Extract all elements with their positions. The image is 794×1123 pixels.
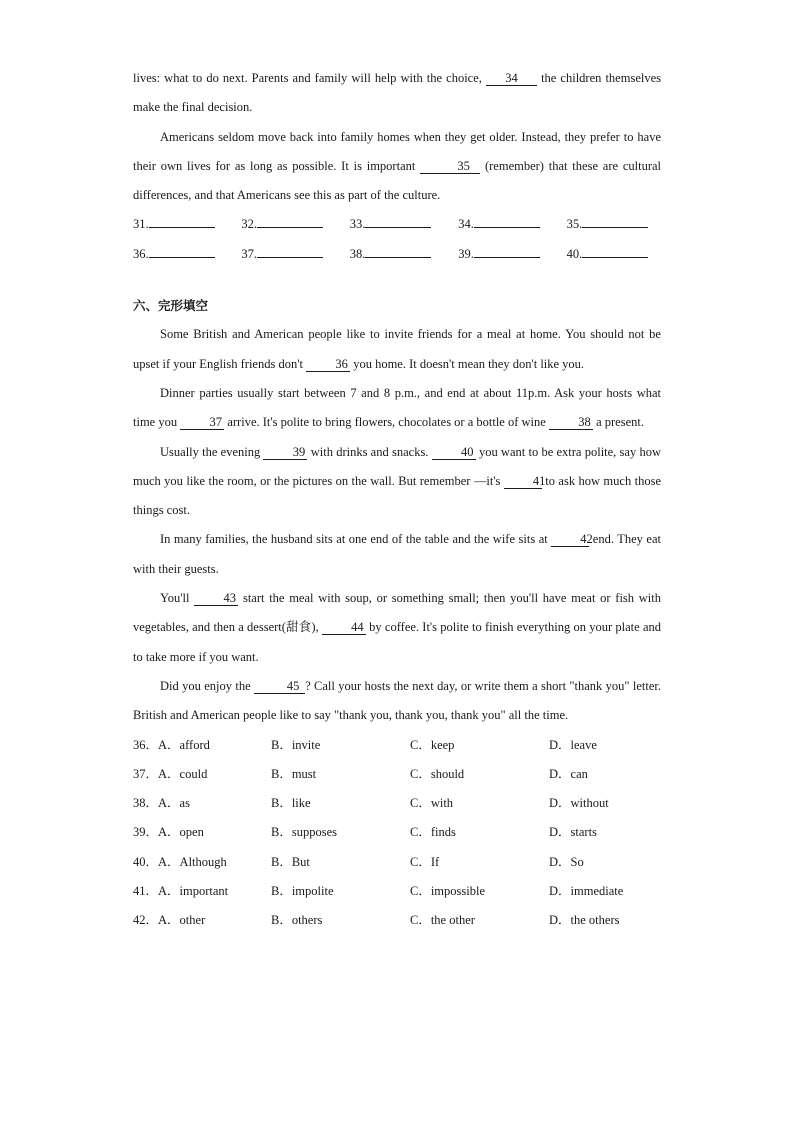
cloze-paragraph: In many families, the husband sits at one end of the table and the wife sits at 42 end. They eat with their guests. [133,532,661,576]
answer-slot: 31. [133,210,227,239]
document-page [133,64,661,936]
blank-45: 45 [254,679,305,694]
text: (remember) that these are cultural differences, and that Americans see this as part of the culture. [133,158,662,203]
answer-slot: 38. [350,240,444,269]
option-d[interactable]: D．can [549,766,588,781]
blank-37: 37 [180,415,224,430]
cloze-paragraph: Dinner parties usually start between 7 and 8 p.m., and end at about 11p.m. Ask your hosts what time you 37 arrive. It's polite to bring flowers, chocolates or a bottle of wine 38 a present. [133,385,661,430]
answer-slot: 36. [133,240,227,269]
passage-paragraph [133,64,661,123]
passage-paragraph [133,123,661,211]
text: the children themselves make the final decision. [133,71,662,115]
option-a[interactable]: A．could [158,766,208,781]
option-c[interactable]: C．impossible [410,884,486,899]
text: lives: what to do next. Parents and family will help with the choice, [133,71,482,85]
answer-slot: 37. [241,240,335,269]
section-title: 六、完形填空 [133,298,209,314]
option-c[interactable]: C．the other [410,913,475,928]
answer-grid [133,210,661,269]
option-b[interactable]: B．impolite [271,884,334,899]
option-c[interactable]: C．with [410,796,454,811]
blank-44: 44 [322,620,366,635]
answer-slot: 35. [567,210,661,239]
question-row: 39．A．open B．supposes C．finds D．starts [133,818,661,847]
option-a[interactable]: A．afford [158,737,210,752]
option-a[interactable]: A．important [158,884,229,899]
option-d[interactable]: D．leave [549,737,597,752]
question-row: 36．A．afford B．invite C．keep D．leave [133,731,661,760]
option-c[interactable]: C．keep [410,737,455,752]
option-d[interactable]: D．immediate [549,884,624,899]
option-b[interactable]: B．others [271,913,323,928]
blank-34: 34 [486,71,537,86]
option-a[interactable]: A．as [158,796,190,811]
question-list [133,731,661,936]
cloze-paragraph: Usually the evening 39 with drinks and snacks. 40 you want to be extra polite, say how much you like the room, or the pictures on the wall. But remember —it's 41 to ask how much those things cost. [133,444,661,518]
answer-slot: 34. [458,210,552,239]
option-b[interactable]: B．must [271,766,317,781]
question-row: 37．A．could B．must C．should D．can [133,760,661,789]
option-c[interactable]: C．should [410,766,465,781]
option-a[interactable]: A．open [158,825,204,840]
option-c[interactable]: C．If [410,854,440,869]
cloze-paragraph: Some British and American people like to invite friends for a meal at home. You should not be upset if your English friends don't 36 you home. It doesn't mean they don't like you. [133,327,661,371]
option-a[interactable]: A．other [158,913,206,928]
answer-slot: 33. [350,210,444,239]
blank-40: 40 [432,445,476,460]
option-b[interactable]: B．invite [271,737,321,752]
blank-35: 35 [420,159,480,174]
option-b[interactable]: B．But [271,854,310,869]
option-d[interactable]: D．the others [549,913,620,928]
blank-43: 43 [194,591,238,606]
question-row: 40．A．Although B．But C．If D．So [133,848,661,877]
option-d[interactable]: D．without [549,796,609,811]
answer-slot: 39. [458,240,552,269]
answer-slot: 32. [241,210,335,239]
blank-42: 42 [551,532,589,547]
option-b[interactable]: B．like [271,796,311,811]
blank-38: 38 [549,415,593,430]
blank-36: 36 [306,357,350,372]
blank-41: 41 [504,474,542,489]
cloze-paragraph: You'll 43 start the meal with soup, or something small; then you'll have meat or fish with vegetables, and then a dessert(甜食), 44 by coffee. It's polite to finish everything on your plate and to take more if you want. [133,591,662,664]
question-row: 38．A．as B．like C．with D．without [133,789,661,818]
blank-39: 39 [263,445,307,460]
cloze-paragraph: Did you enjoy the 45 ? Call your hosts the next day, or write them a short "thank you" letter. British and American people like to say "thank you, thank you, thank you" all the time. [133,678,662,723]
question-row: 41．A．important B．impolite C．impossible D．immediate [133,877,661,906]
option-a[interactable]: A．Although [158,854,227,869]
option-d[interactable]: D．So [549,854,584,869]
question-row: 42．A．other B．others C．the other D．the others [133,906,661,935]
option-b[interactable]: B．supposes [271,825,337,840]
answer-slot: 40. [567,240,661,269]
option-d[interactable]: D．starts [549,825,597,840]
option-c[interactable]: C．finds [410,825,456,840]
text: Americans seldom move back into family homes when they get older. Instead, they prefer to have their own lives for as long as possible. It is important [133,129,661,173]
